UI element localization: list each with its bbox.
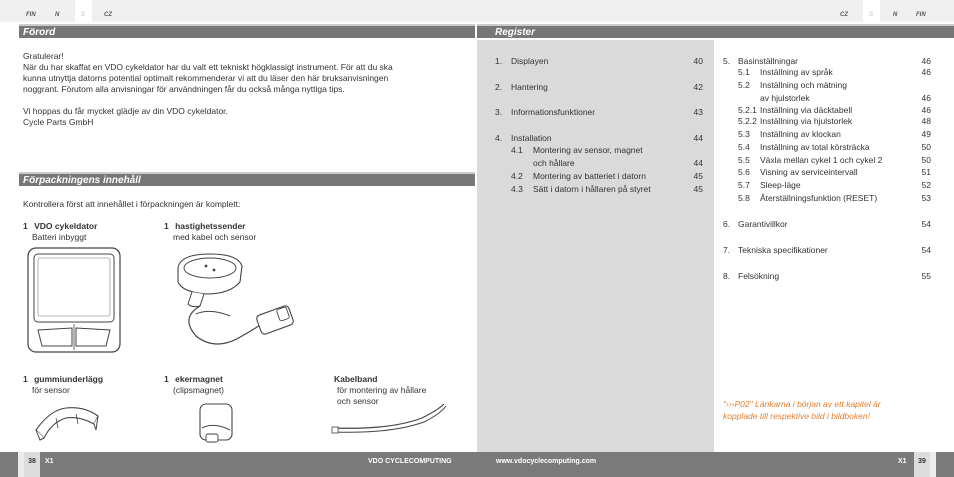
footer-model-left: X1 bbox=[45, 458, 54, 465]
packaging-intro: Kontrollera först att innehållet i förpackningen är komplett: bbox=[23, 199, 241, 209]
item-rubber-pad bbox=[23, 374, 103, 385]
footer-model-right: X1 bbox=[898, 458, 907, 465]
language-strip bbox=[0, 0, 954, 22]
lang-n-left: N bbox=[55, 12, 60, 18]
item-sub: för sensor bbox=[32, 385, 70, 395]
footer-brand: VDO CYCLECOMPUTING bbox=[368, 458, 452, 465]
item-qty: 1 bbox=[23, 374, 28, 384]
item-name: ekermagnet bbox=[175, 374, 223, 384]
forord-heading-bar bbox=[19, 24, 475, 38]
item-computer bbox=[23, 221, 97, 232]
item-sub: för montering av hållare bbox=[337, 385, 427, 395]
footer-edge-right bbox=[930, 452, 936, 477]
manual-spread: FIN N S CZ CZ S N FIN Förord Gratulerar! När du har skaffat en VDO cykeldator har du valt ett tekniskt högklassigt instrument. För att du ska kunna utnyttja datorns potential optimalt rekommenderar vi att du läser den här bruksanvisningen noggrant. Förutom alla anvisningar för användningen får du också många nyttiga tips. Vi hoppas du får mycket glädje av din VDO cykeldator. Cycle Parts GmbH Förpackningens innehåll Kontrollera först att innehållet i förpackningen är komplett: 1 VDO cykeldator Batteri inbyggt 1 hastighetssender med kabel och sensor 1 gummiunderlägg för sensor 1 ekermagnet (clipsmagnet) Kabelband för montering av hållare och sensor Register 1. Displayen 40 2. Hantering 42 3. Informationsfunktioner 43 4. Installation 44 4.1 Montering av sensor, magnet och hållare 44 4.2 Montering av batteriet i datorn 45 4.3 Sätt i datorn i hållaren på styret 45 5. Basinställningar 46 5.1 Inställning av språk 46 5.2 Inställning och mätning av hjulstorlek 46 5.2.1 Inställning via däcktabell 46 5.2.2 Inställning via hjulstorlek 48 5.3 Inställning av klockan 49 5.4 Inställning av total körsträcka 50 5.5 Växla mellan cykel 1 och cykel 2 50 5.6 Visning av serviceintervall 51 5.7 Sleep-läge 52 5.8 Återställningsfunktion (RESET) 53 6. Garantivillkor 54 7. Tekniska specifikationer 54 8. Felsökning 55 "›››P02" Länkarna i början av ett kapitel är kopplade till respektive bild i bildboken! 38 X1 VDO CYCLECOMPUTING www.vdocyclecomputing.com X1 39 bbox=[0, 0, 954, 477]
item-speed-sender bbox=[164, 221, 246, 232]
item-name: hastighetssender bbox=[175, 221, 246, 231]
item-spoke-magnet bbox=[164, 374, 223, 385]
lang-fin-left: FIN bbox=[26, 12, 36, 18]
forord-body bbox=[23, 51, 473, 128]
register-heading-bar bbox=[477, 24, 954, 38]
active-language-marker bbox=[75, 0, 92, 22]
link-note-line: kopplade till respektive bild i bildboken! bbox=[723, 411, 870, 421]
forord-spacer bbox=[23, 95, 473, 106]
spoke-magnet-illustration bbox=[194, 400, 240, 446]
page-number-right: 39 bbox=[918, 458, 926, 465]
item-name: gummiunderlägg bbox=[34, 374, 104, 384]
forord-line: Cycle Parts GmbH bbox=[23, 117, 94, 127]
forord-heading: Förord bbox=[23, 27, 56, 38]
lang-s-right: S bbox=[869, 12, 874, 18]
item-qty: 1 bbox=[23, 221, 28, 231]
speed-sensor-illustration bbox=[170, 248, 305, 356]
item-qty: 1 bbox=[164, 221, 169, 231]
lang-n-right: N bbox=[893, 12, 898, 18]
rubber-pad-illustration bbox=[32, 400, 102, 444]
register-gray-panel bbox=[477, 40, 714, 452]
item-name: VDO cykeldator bbox=[34, 221, 98, 231]
item-sub: med kabel och sensor bbox=[173, 232, 257, 242]
lang-cz-right: CZ bbox=[840, 12, 848, 18]
cable-tie-illustration bbox=[330, 402, 450, 436]
forord-line: kunna utnyttja datorns potential optimalt rekommenderar vi att du läser den här bruksanvisningen bbox=[23, 73, 389, 83]
register-heading: Register bbox=[495, 27, 536, 38]
link-note-line: "›››P02" Länkarna i början av ett kapitel är bbox=[723, 399, 881, 409]
item-sub: (clipsmagnet) bbox=[173, 385, 225, 395]
item-cable-tie-name: Kabelband bbox=[334, 374, 378, 384]
page-number-left: 38 bbox=[28, 458, 36, 465]
lang-fin-right: FIN bbox=[916, 12, 926, 18]
lang-s-left: S bbox=[81, 12, 86, 18]
forord-line: Gratulerar! bbox=[23, 51, 64, 61]
footer-page-box-right bbox=[914, 452, 930, 477]
active-language-marker-right bbox=[863, 0, 880, 22]
footer-bar bbox=[0, 452, 954, 477]
computer-illustration bbox=[24, 246, 124, 356]
footer-url[interactable]: www.vdocyclecomputing.com bbox=[496, 458, 597, 465]
footer-page-box-left bbox=[24, 452, 40, 477]
item-sub: Batteri inbyggt bbox=[32, 232, 87, 242]
forord-line: noggrant. Förutom alla anvisningar för användningen får du också många nyttiga tips. bbox=[23, 84, 345, 94]
forord-line: När du har skaffat en VDO cykeldator har du valt ett tekniskt högklassigt instrument. För att du ska bbox=[23, 62, 393, 72]
lang-cz-left: CZ bbox=[104, 12, 112, 18]
link-note bbox=[723, 398, 938, 422]
item-qty: 1 bbox=[164, 374, 169, 384]
forord-line: Vi hoppas du får mycket glädje av din VDO cykeldator. bbox=[23, 106, 228, 116]
packaging-heading: Förpackningens innehåll bbox=[23, 175, 141, 186]
packaging-heading-bar bbox=[19, 172, 475, 186]
item-sub-2: och sensor bbox=[337, 396, 379, 406]
